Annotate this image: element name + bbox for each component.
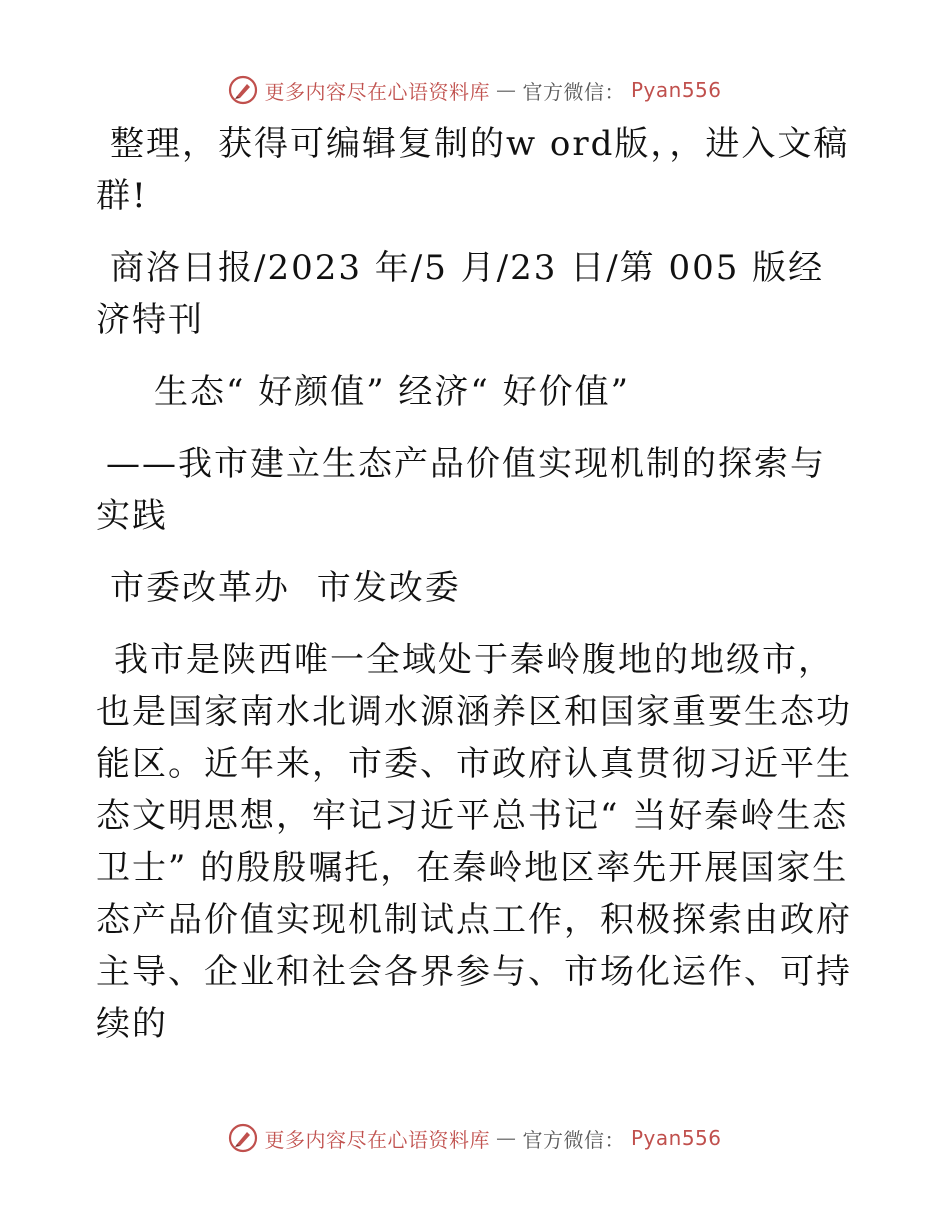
- banner-text: 更多内容尽在心语资料库: [264, 1127, 490, 1152]
- banner-wechat-id: Pyan556: [630, 1126, 722, 1150]
- article-authors: 市委改革办 市发改委: [110, 568, 461, 608]
- article-paragraph: 我市是陕西唯一全域处于秦岭腹地的地级市，也是国家南水北调水源涵养区和国家重要生态功能区。近年来，市委、市政府认真贯彻习近平生态文明思想，牢记习近平总书记“ 当好秦岭生态卫士” 的殷殷嘱托，在秦岭地区率先开展国家生态产品价值实现机制试点工作，积极探索由政府主导、企业和社会各界参与、市场化运作、可持续的: [96, 640, 852, 1044]
- banner-wechat-label: 官方微信：: [522, 1127, 625, 1152]
- header-watermark-banner: [0, 70, 950, 110]
- document-body: [96, 118, 856, 1050]
- article-subtitle: ——我市建立生态产品价值实现机制的探索与实践: [96, 444, 826, 536]
- pen-nib-logo-icon: [228, 1123, 258, 1153]
- banner-separator: —: [495, 78, 517, 102]
- banner-separator: —: [495, 1126, 517, 1150]
- banner-wechat-id: Pyan556: [630, 78, 722, 102]
- footer-watermark-banner: [0, 1118, 950, 1158]
- source-line: 商洛日报/2023 年/5 月/23 日/第 005 版经济特刊: [96, 248, 825, 340]
- intro-line: 整理，获得可编辑复制的w ord版，，进入文稿群!: [96, 124, 850, 216]
- pen-nib-logo-icon: [228, 75, 258, 105]
- article-title: 生态“ 好颜值” 经济“ 好价值”: [154, 372, 630, 412]
- banner-wechat-label: 官方微信：: [522, 79, 625, 104]
- banner-text: 更多内容尽在心语资料库: [264, 79, 490, 104]
